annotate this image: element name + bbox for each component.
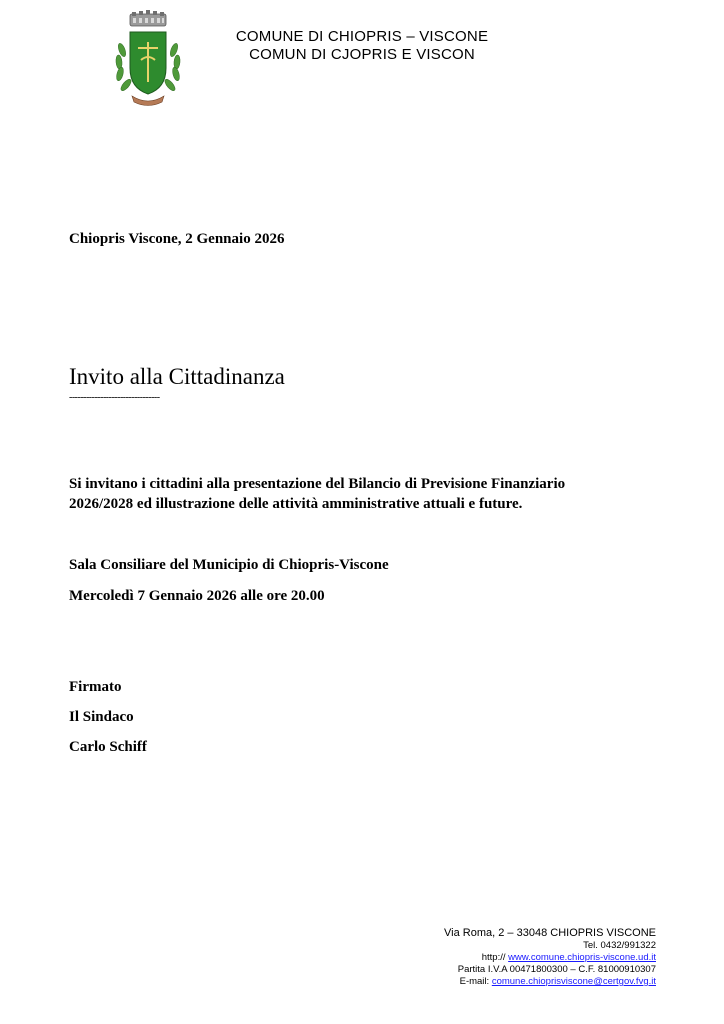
footer-website-line [444, 952, 656, 964]
contact-footer [444, 927, 656, 988]
footer-email-line [444, 976, 656, 988]
footer-website-prefix: http:// [481, 952, 506, 963]
place-date: Chiopris Viscone, 2 Gennaio 2026 [69, 231, 285, 247]
footer-phone: Tel. 0432/991322 [583, 940, 656, 951]
footer-vat: Partita I.V.A 00471800300 – C.F. 81000910307 [457, 964, 656, 975]
event-venue: Sala Consiliare del Municipio di Chiopris-Viscone [69, 557, 389, 573]
invitation-line-1: Si invitano i cittadini alla presentazione del Bilancio di Previsione Finanziario [69, 476, 566, 492]
event-datetime: Mercoledì 7 Gennaio 2026 alle ore 20.00 [69, 588, 325, 604]
municipality-header [200, 28, 524, 64]
footer-email-link[interactable]: comune.chioprisviscone@certgov.fvg.it [491, 976, 656, 987]
signer-name: Carlo Schiff [69, 739, 147, 755]
footer-email-prefix: E-mail: [459, 976, 490, 987]
signer-role: Il Sindaco [69, 709, 134, 725]
document-title: Invito alla Cittadinanza [69, 364, 285, 389]
signed-label: Firmato [69, 679, 122, 695]
municipal-coat-of-arms-icon [108, 10, 188, 108]
footer-website-link[interactable]: www.comune.chiopris-viscone.ud.it [508, 952, 656, 963]
municipality-name-italian: COMUNE DI CHIOPRIS – VISCONE [235, 28, 489, 45]
invitation-line-2: 2026/2028 ed illustrazione delle attività amministrative attuali e future. [69, 496, 523, 512]
footer-address: Via Roma, 2 – 33048 CHIOPRIS VISCONE [444, 927, 656, 939]
municipality-name-friulian: COMUN DI CJOPRIS E VISCON [249, 46, 475, 63]
invitation-paragraph [69, 474, 669, 514]
title-underline: -------------------------------- [69, 392, 160, 403]
